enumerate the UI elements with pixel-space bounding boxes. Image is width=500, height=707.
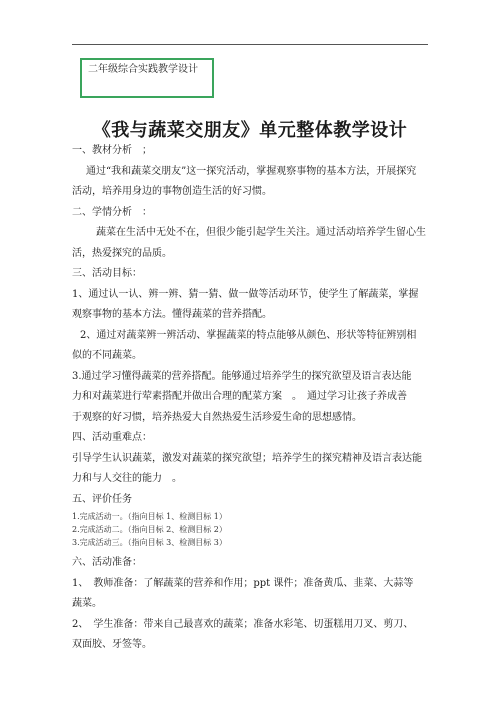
paragraph-line: 于观察的好习惯，培养热爱大自然热爱生活珍爱生命的思想感情。 — [72, 411, 362, 423]
paragraph-line: 双面胶、牙签等。 — [72, 639, 152, 650]
paragraph-line: 2、 学生准备：带来自己最喜欢的蔬菜；准备水彩笔、切蛋糕用刀叉、剪刀、 — [72, 618, 414, 630]
document-title: 《我与蔬菜交朋友》单元整体教学设计 — [92, 120, 408, 141]
paragraph-line: 似的不同蔬菜。 — [72, 350, 142, 361]
paragraph-line: 力和对蔬菜进行荤素搭配并做出合理的配菜方案 。 通过学习让孩子养成善 — [72, 391, 407, 402]
section-heading-preparation: 六、活动准备： — [72, 557, 142, 568]
paragraph-line: 1、通过认一认、辨一辨、猜一猜、做一做等活动环节，使学生了解蔬菜，掌握 — [72, 288, 419, 300]
paragraph-line: 通过“我和蔬菜交朋友”这一探究活动，掌握观察事物的基本方法，开展探究 — [86, 165, 417, 177]
evaluation-item: 2.完成活动二。（指向目标 2、检测目标 2） — [72, 525, 227, 534]
document-body — [72, 141, 434, 656]
paragraph-line: 2、通过对蔬菜辨一辨活动、掌握蔬菜的特点能够从颜色、形状等特征辨别相 — [80, 329, 417, 341]
paragraph-line: 1、 教师准备：了解蔬菜的营养和作用；ppt 课件；准备黄瓜、韭菜、大蒜等 — [72, 577, 414, 589]
paragraph-line: 观察事物的基本方法。懂得蔬菜的营养搭配。 — [72, 309, 272, 320]
paragraph-line: 活，热爱探究的品质。 — [72, 247, 172, 259]
evaluation-item: 3.完成活动三。（指向目标 3、检测目标 3） — [72, 538, 227, 547]
paragraph-line: 引导学生认识蔬菜，激发对蔬菜的探究欲望；培养学生的探究精神及语言表达能 — [72, 452, 422, 464]
section-heading-learner-analysis: 二、学情分析 ： — [72, 206, 152, 218]
paragraph-line: 力和与人交往的能力 。 — [72, 473, 182, 484]
section-heading-evaluation: 五、评价任务 — [72, 493, 132, 505]
grade-badge — [80, 58, 214, 98]
header-rule — [72, 44, 428, 45]
paragraph-line: 蔬菜。 — [72, 598, 102, 609]
paragraph-line: 活动，培养用身边的事物创造生活的好习惯。 — [72, 186, 272, 197]
section-heading-key-points: 四、活动重难点： — [72, 432, 152, 443]
evaluation-item: 1.完成活动一。（指向目标 1、检测目标 1） — [72, 512, 227, 521]
section-heading-textbook-analysis: 一、教材分析 ； — [72, 145, 152, 156]
grade-badge-text: 二年级综合实践教学设计 — [88, 64, 198, 75]
paragraph-line: 蔬菜在生活中无处不在，但很少能引起学生关注。通过活动培养学生留心生 — [96, 227, 426, 238]
paragraph-line: 3.通过学习懂得蔬菜的营养搭配。能够通过培养学生的探究欲望及语言表达能 — [72, 370, 412, 382]
section-heading-objectives: 三、活动目标： — [72, 268, 142, 279]
